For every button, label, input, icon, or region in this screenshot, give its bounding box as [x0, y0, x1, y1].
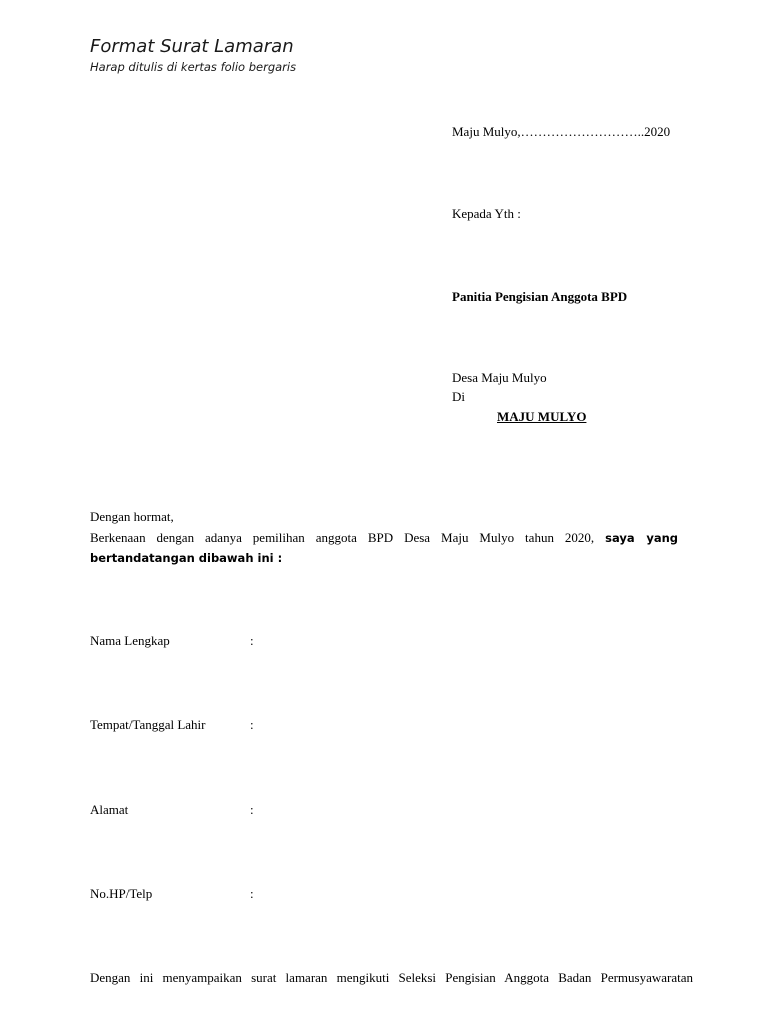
- field-colon-ttl: :: [250, 717, 254, 732]
- field-colon-alamat: :: [250, 802, 254, 817]
- field-colon-telp: :: [250, 886, 254, 901]
- closing-line: Dengan ini menyampaikan surat lamaran mengikuti Seleksi Pengisian Anggota Badan Permusyawaratan: [90, 970, 693, 985]
- field-label-ttl: Tempat/Tanggal Lahir: [90, 717, 206, 732]
- document-title: Format Surat Lamaran: [90, 36, 294, 57]
- field-colon-nama: :: [250, 633, 254, 648]
- document-subtitle: Harap ditulis di kertas folio bergaris: [90, 60, 297, 74]
- recipient-name: Panitia Pengisian Anggota BPD: [452, 289, 628, 304]
- intro-line-1-bold: saya yang: [605, 531, 679, 545]
- field-label-nama: Nama Lengkap: [90, 633, 170, 648]
- field-label-telp: No.HP/Telp: [90, 886, 153, 901]
- recipient-desa: Desa Maju Mulyo: [452, 370, 547, 385]
- at-label: Di: [452, 389, 465, 404]
- greeting: Dengan hormat,: [90, 509, 174, 524]
- field-label-alamat: Alamat: [90, 802, 129, 817]
- intro-line-2: bertandatangan dibawah ini :: [90, 551, 283, 565]
- intro-line-1-text: Berkenaan dengan adanya pemilihan anggota BPD Desa Maju Mulyo tahun 2020,: [90, 530, 595, 545]
- intro-line-1: [90, 530, 678, 546]
- to-label: Kepada Yth :: [452, 206, 521, 221]
- place-date: Maju Mulyo,………………………..2020: [452, 124, 671, 139]
- recipient-location: MAJU MULYO: [497, 409, 587, 424]
